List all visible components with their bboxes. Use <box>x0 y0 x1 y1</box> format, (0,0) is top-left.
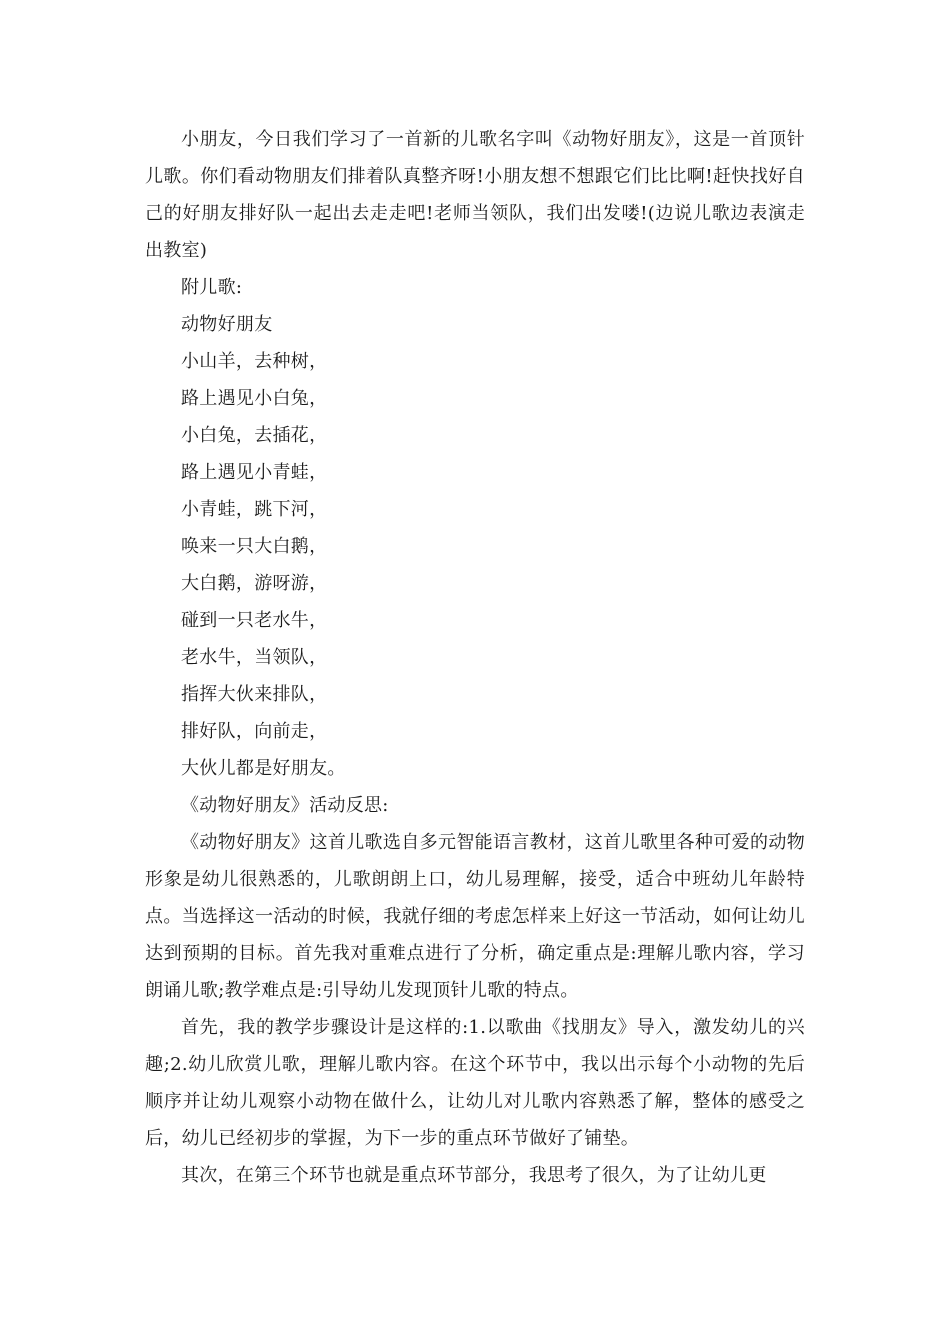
intro-paragraph: 小朋友，今日我们学习了一首新的儿歌名字叫《动物好朋友》，这是一首顶针儿歌。你们看动物朋友们排着队真整齐呀!小朋友想不想跟它们比比啊!赶快找好自己的好朋友排好队一起出去走走吧!老师当领队，我们出发喽!(边说儿歌边表演走出教室) <box>145 129 805 261</box>
reflection-paragraph: 其次，在第三个环节也就是重点环节部分，我思考了很久，为了让幼儿更 <box>181 1165 767 1186</box>
poem-line: 路上遇见小青蛙， <box>181 462 328 483</box>
poem-line: 碰到一只老水牛， <box>181 610 328 631</box>
reflection-paragraph: 《动物好朋友》这首儿歌选自多元智能语言教材，这首儿歌里各种可爱的动物形象是幼儿很熟悉的，儿歌朗朗上口，幼儿易理解，接受，适合中班幼儿年龄特点。当选择这一活动的时候，我就仔细的考虑怎样来上好这一节活动，如何让幼儿达到预期的目标。首先我对重难点进行了分析，确定重点是:理解儿歌内容，学习朗诵儿歌;教学难点是:引导幼儿发现顶针儿歌的特点。 <box>145 832 805 1001</box>
poem-line: 小山羊，去种树， <box>181 351 328 372</box>
document-page <box>145 121 805 1194</box>
poem-line: 小青蛙，跳下河， <box>181 499 328 520</box>
appendix-label: 附儿歌: <box>181 277 243 298</box>
reflection-heading: 《动物好朋友》活动反思: <box>181 795 389 816</box>
poem-line: 路上遇见小白兔， <box>181 388 328 409</box>
poem-line: 老水牛，当领队， <box>181 647 328 668</box>
poem-line: 大伙儿都是好朋友。 <box>181 758 346 779</box>
poem-line: 小白兔，去插花， <box>181 425 328 446</box>
poem-line: 唤来一只大白鹅， <box>181 536 328 557</box>
reflection-paragraph: 首先，我的教学步骤设计是这样的:1.以歌曲《找朋友》导入，激发幼儿的兴趣;2.幼儿欣赏儿歌，理解儿歌内容。在这个环节中，我以出示每个小动物的先后顺序并让幼儿观察小动物在做什么，让幼儿对儿歌内容熟悉了解，整体的感受之后，幼儿已经初步的掌握，为下一步的重点环节做好了铺垫。 <box>145 1017 805 1149</box>
poem-line: 排好队，向前走， <box>181 721 328 742</box>
poem-title: 动物好朋友 <box>181 314 273 335</box>
poem-line: 大白鹅，游呀游， <box>181 573 328 594</box>
poem-line: 指挥大伙来排队， <box>181 684 328 705</box>
